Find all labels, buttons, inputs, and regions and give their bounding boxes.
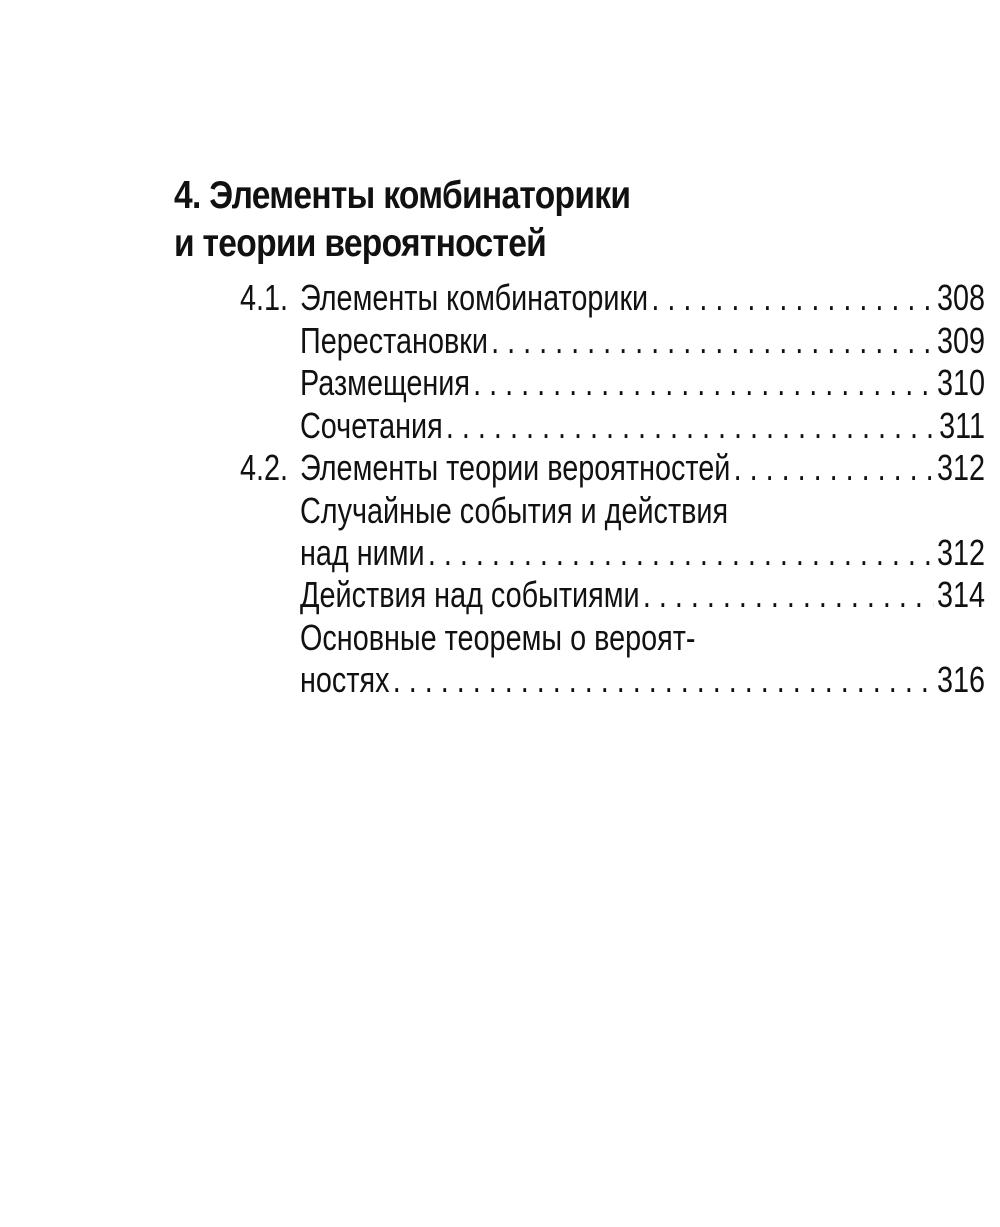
section-number-4-2: 4.2. (240, 447, 289, 488)
toc-entry-page: 314 (936, 574, 985, 615)
toc-entry-permutations[interactable] (300, 320, 985, 362)
toc-entry-label: Случайные события и действия (300, 490, 729, 531)
toc-entry-arrangements[interactable] (300, 362, 985, 404)
dot-leader (446, 405, 936, 447)
toc-entry-4-1[interactable] (300, 277, 985, 319)
chapter-title (174, 172, 776, 268)
toc-entry-label: Элементы теории вероятностей (300, 447, 731, 488)
dot-leader (643, 574, 934, 616)
toc-entry-probability-theorems-line-1[interactable] (300, 617, 985, 659)
toc-entry-probability-theorems[interactable] (300, 659, 985, 701)
toc-entry-page: 310 (936, 362, 985, 403)
toc-entry-label: Перестановки (300, 320, 488, 361)
toc-entry-label: Действия над событиями (300, 574, 640, 615)
toc-entry-page: 308 (936, 277, 985, 318)
toc-entry-label: Сочетания (300, 405, 443, 446)
chapter-title-line-2: и теории вероятностей (174, 222, 547, 265)
toc-entry-event-operations[interactable] (300, 574, 985, 616)
toc-entry-label: ностях (300, 659, 390, 700)
dot-leader (428, 532, 934, 574)
toc-entry-combinations[interactable] (300, 405, 985, 447)
toc-entry-page: 316 (936, 659, 985, 700)
dot-leader (651, 277, 933, 319)
toc-entry-page: 312 (936, 447, 985, 488)
toc-entry-label: Размещения (300, 362, 470, 403)
toc-entry-label: Основные теоремы о вероят- (300, 617, 696, 658)
dot-leader (473, 362, 934, 404)
dot-leader (393, 659, 934, 701)
toc-entry-random-events[interactable] (300, 532, 985, 574)
dot-leader (491, 320, 934, 362)
section-number-4-1: 4.1. (240, 277, 289, 318)
toc-entry-page: 311 (939, 405, 985, 446)
toc-entry-label: над ними (300, 532, 425, 573)
toc-entry-4-2[interactable] (300, 447, 985, 489)
toc-entry-page: 309 (936, 320, 985, 361)
toc-entry-random-events-line-1[interactable] (300, 490, 985, 532)
toc-entry-label: Элементы комбинаторики (300, 277, 649, 318)
dot-leader (734, 447, 934, 489)
toc-entry-page: 312 (936, 532, 985, 573)
chapter-title-line-1: 4. Элементы комбинаторики (174, 174, 631, 217)
